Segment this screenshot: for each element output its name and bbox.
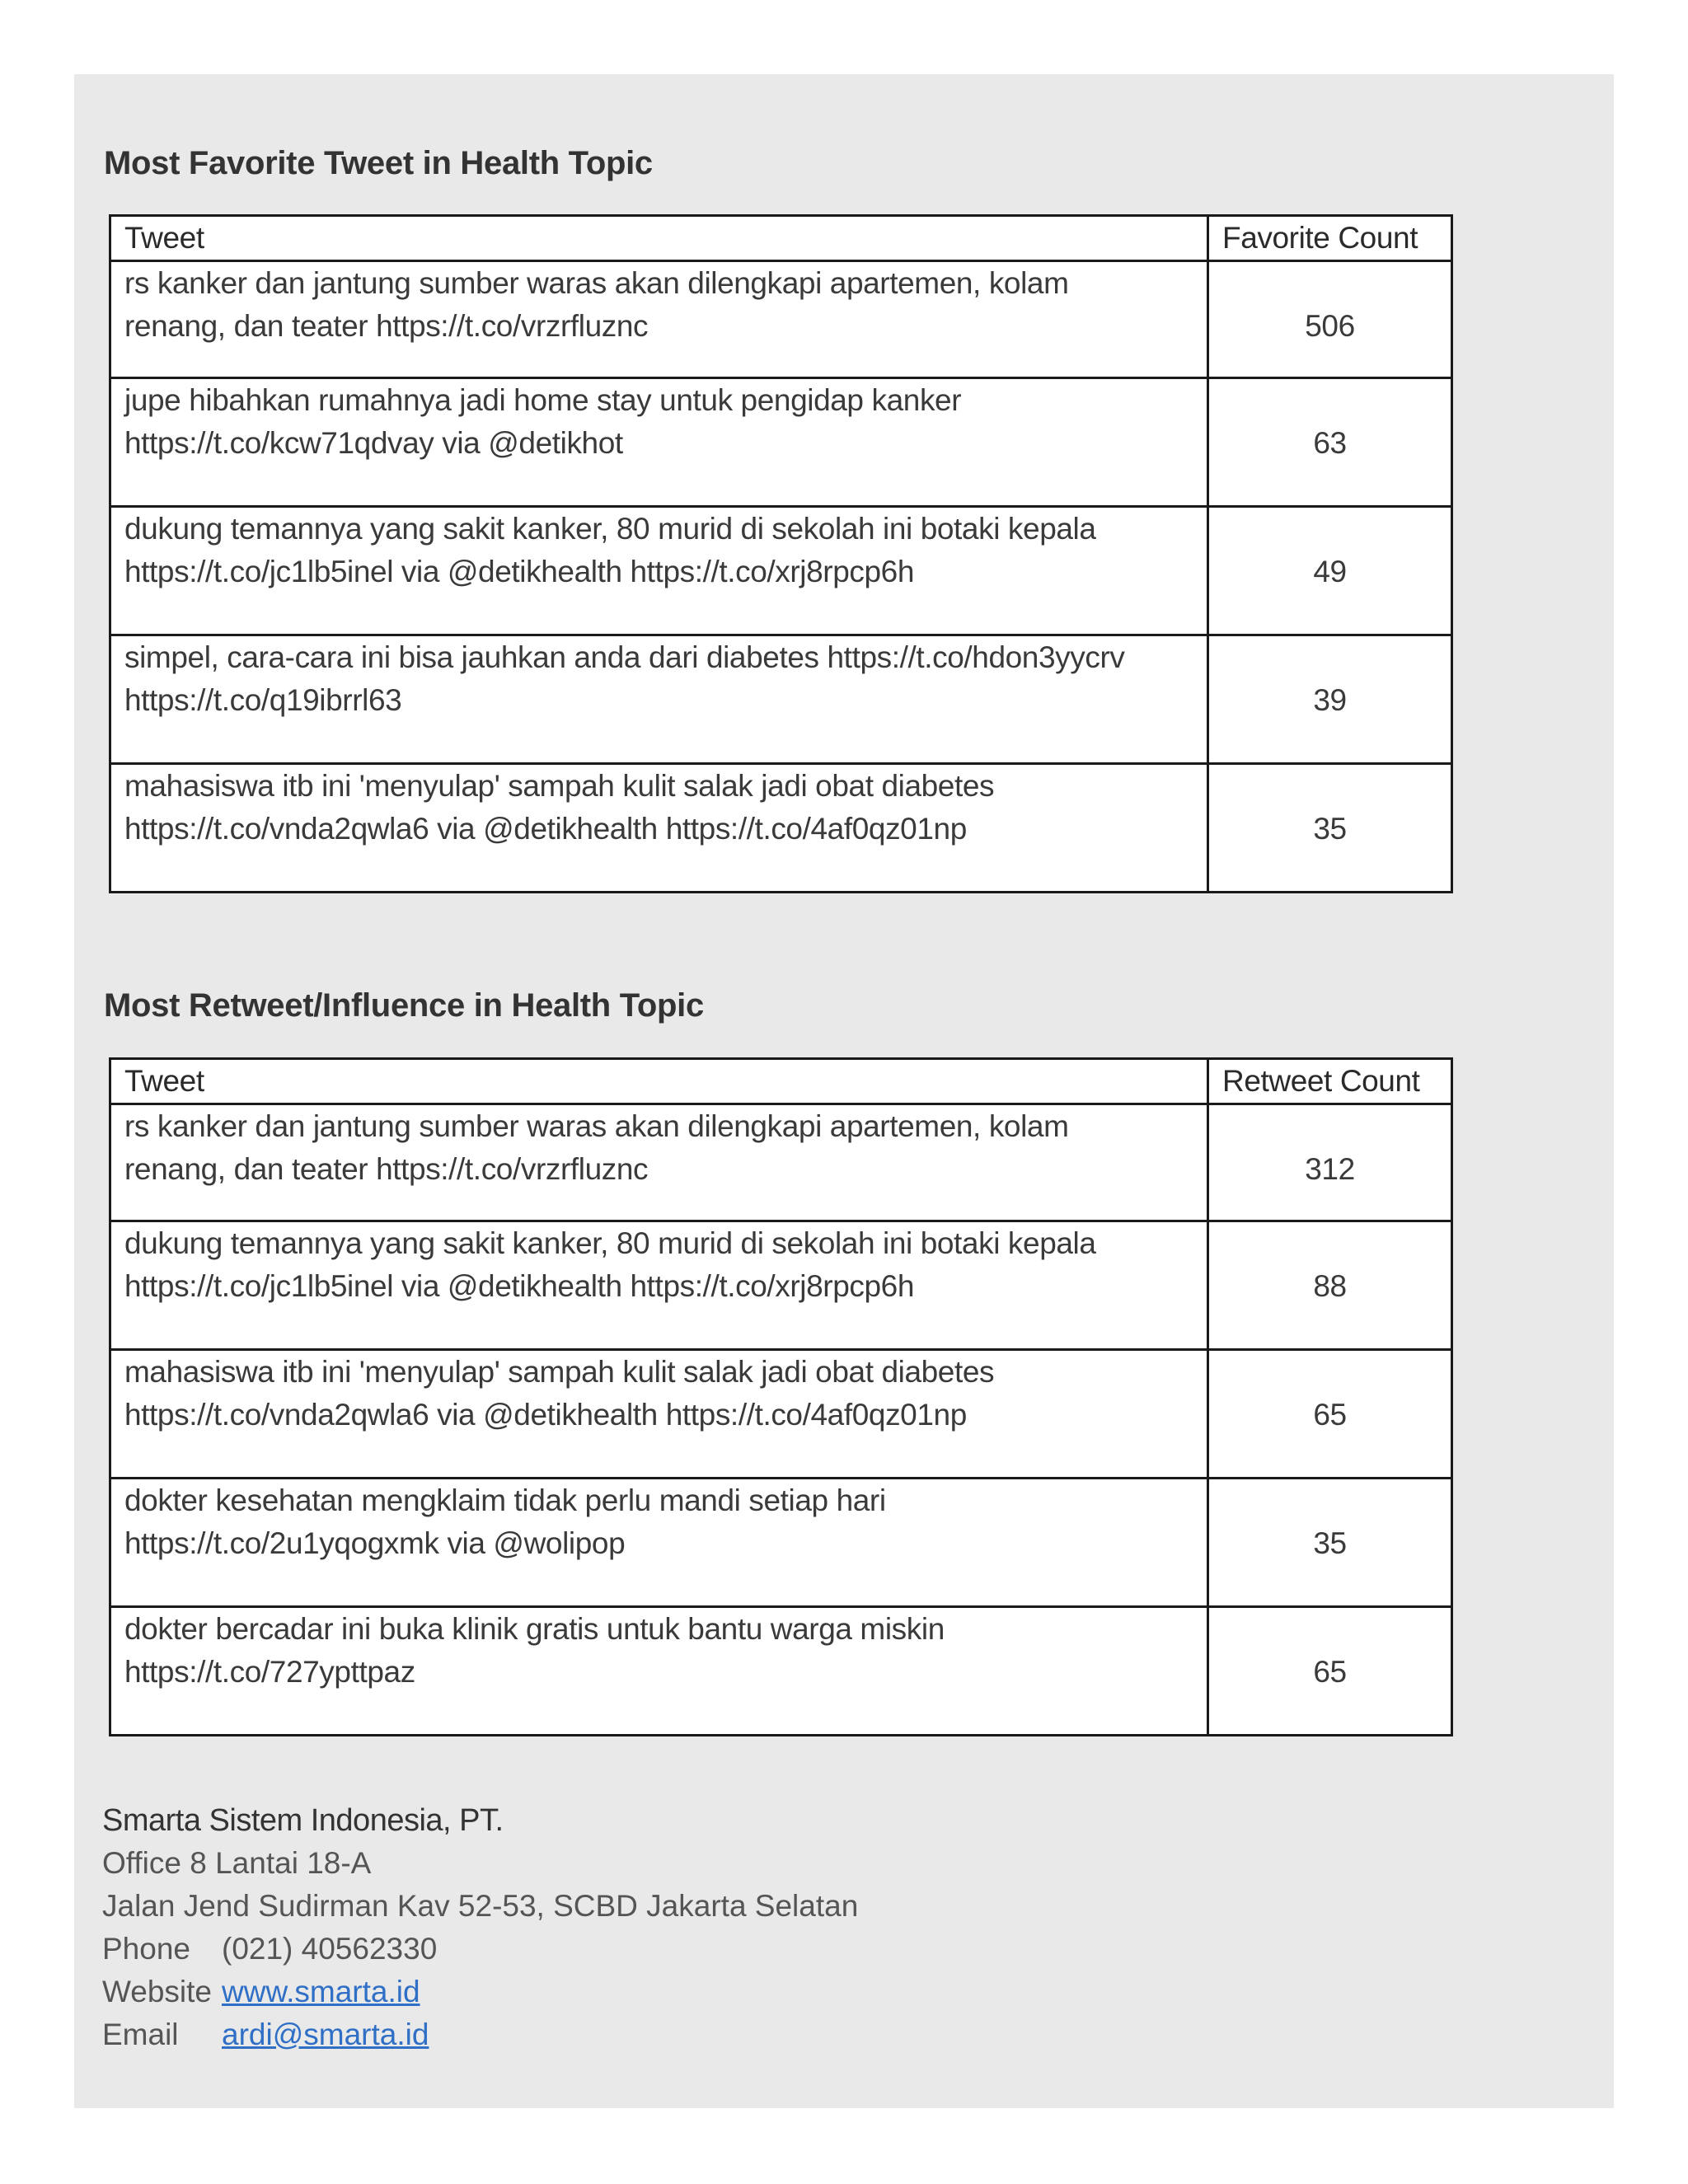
retweet-count-cell: 88 (1208, 1221, 1452, 1350)
retweet-section-title: Most Retweet/Influence in Health Topic (104, 987, 704, 1024)
header-tweet: Tweet (110, 216, 1208, 261)
table-row (110, 1221, 1452, 1350)
tweet-text-line: https://t.co/vnda2qwla6 via @detikhealth https://t.co/4af0qz01np (124, 1398, 967, 1432)
email-line (102, 2013, 858, 2056)
retweet-table-header (110, 1059, 1452, 1104)
header-favorite-count: Favorite Count (1208, 216, 1452, 261)
tweet-text-line: https://t.co/kcw71qdvay via @detikhot (124, 426, 623, 460)
table-row (110, 635, 1452, 764)
tweet-text-line: https://t.co/jc1lb5inel via @detikhealth https://t.co/xrj8rpcp6h (124, 555, 915, 588)
tweet-cell (110, 764, 1208, 893)
tweet-text-line: https://t.co/727ypttpaz (124, 1655, 415, 1689)
favorite-table (109, 214, 1453, 893)
website-label: Website (102, 1975, 212, 2008)
tweet-cell (110, 507, 1208, 635)
table-row (110, 261, 1452, 378)
table-row (110, 1104, 1452, 1221)
tweet-text-line: dokter bercadar ini buka klinik gratis untuk bantu warga miskin (124, 1612, 945, 1646)
tweet-cell (110, 1607, 1208, 1736)
website-line (102, 1971, 858, 2013)
tweet-text-line: dokter kesehatan mengklaim tidak perlu mandi setiap hari (124, 1483, 886, 1517)
tweet-text-line: mahasiswa itb ini 'menyulap' sampah kulit salak jadi obat diabetes (124, 769, 995, 803)
tweet-text-line: jupe hibahkan rumahnya jadi home stay untuk pengidap kanker (124, 383, 962, 417)
retweet-count-cell: 65 (1208, 1607, 1452, 1736)
tweet-cell (110, 378, 1208, 507)
favorite-count-cell: 63 (1208, 378, 1452, 507)
company-name: Smarta Sistem Indonesia, PT. (102, 1803, 504, 1838)
tweet-cell (110, 1104, 1208, 1221)
table-row (110, 1479, 1452, 1607)
tweet-text-line: renang, dan teater https://t.co/vrzrfluznc (124, 309, 649, 343)
favorite-count-cell: 506 (1208, 261, 1452, 378)
tweet-text-line: https://t.co/2u1yqogxmk via @wolipop (124, 1526, 626, 1560)
tweet-cell (110, 1350, 1208, 1479)
favorite-count-cell: 39 (1208, 635, 1452, 764)
table-row (110, 1350, 1452, 1479)
retweet-count-cell: 35 (1208, 1479, 1452, 1607)
company-footer (102, 1799, 858, 2056)
header-retweet-count: Retweet Count (1208, 1059, 1452, 1104)
tweet-text-line: rs kanker dan jantung sumber waras akan dilengkapi apartemen, kolam (124, 1109, 1069, 1143)
website-link[interactable]: www.smarta.id (222, 1975, 420, 2008)
tweet-text-line: dukung temannya yang sakit kanker, 80 murid di sekolah ini botaki kepala (124, 512, 1096, 546)
phone-number: (021) 40562330 (222, 1932, 438, 1966)
favorite-table-header (110, 216, 1452, 261)
retweet-count-cell: 65 (1208, 1350, 1452, 1479)
tweet-text-line: renang, dan teater https://t.co/vrzrfluznc (124, 1152, 649, 1186)
tweet-text-line: https://t.co/jc1lb5inel via @detikhealth https://t.co/xrj8rpcp6h (124, 1269, 915, 1303)
tweet-text-line: rs kanker dan jantung sumber waras akan dilengkapi apartemen, kolam (124, 266, 1069, 300)
header-tweet: Tweet (110, 1059, 1208, 1104)
tweet-text-line: dukung temannya yang sakit kanker, 80 murid di sekolah ini botaki kepala (124, 1226, 1096, 1260)
phone-label: Phone (102, 1932, 190, 1966)
tweet-cell (110, 261, 1208, 378)
address-line: Jalan Jend Sudirman Kav 52-53, SCBD Jakarta Selatan (102, 1889, 859, 1923)
tweet-text-line: mahasiswa itb ini 'menyulap' sampah kulit salak jadi obat diabetes (124, 1355, 995, 1389)
retweet-count-cell: 312 (1208, 1104, 1452, 1221)
tweet-text-line: https://t.co/q19ibrrl63 (124, 683, 402, 717)
phone-line (102, 1928, 858, 1971)
table-row (110, 378, 1452, 507)
table-row (110, 507, 1452, 635)
office-line: Office 8 Lantai 18-A (102, 1846, 372, 1880)
tweet-cell (110, 635, 1208, 764)
retweet-table (109, 1057, 1453, 1736)
table-row (110, 764, 1452, 893)
tweet-cell (110, 1479, 1208, 1607)
favorite-section-title: Most Favorite Tweet in Health Topic (104, 145, 653, 181)
tweet-text-line: https://t.co/vnda2qwla6 via @detikhealth https://t.co/4af0qz01np (124, 812, 967, 846)
favorite-count-cell: 49 (1208, 507, 1452, 635)
email-link[interactable]: ardi@smarta.id (222, 2018, 429, 2051)
table-row (110, 1607, 1452, 1736)
favorite-count-cell: 35 (1208, 764, 1452, 893)
tweet-cell (110, 1221, 1208, 1350)
tweet-text-line: simpel, cara-cara ini bisa jauhkan anda dari diabetes https://t.co/hdon3yycrv (124, 640, 1125, 674)
email-label: Email (102, 2018, 179, 2051)
